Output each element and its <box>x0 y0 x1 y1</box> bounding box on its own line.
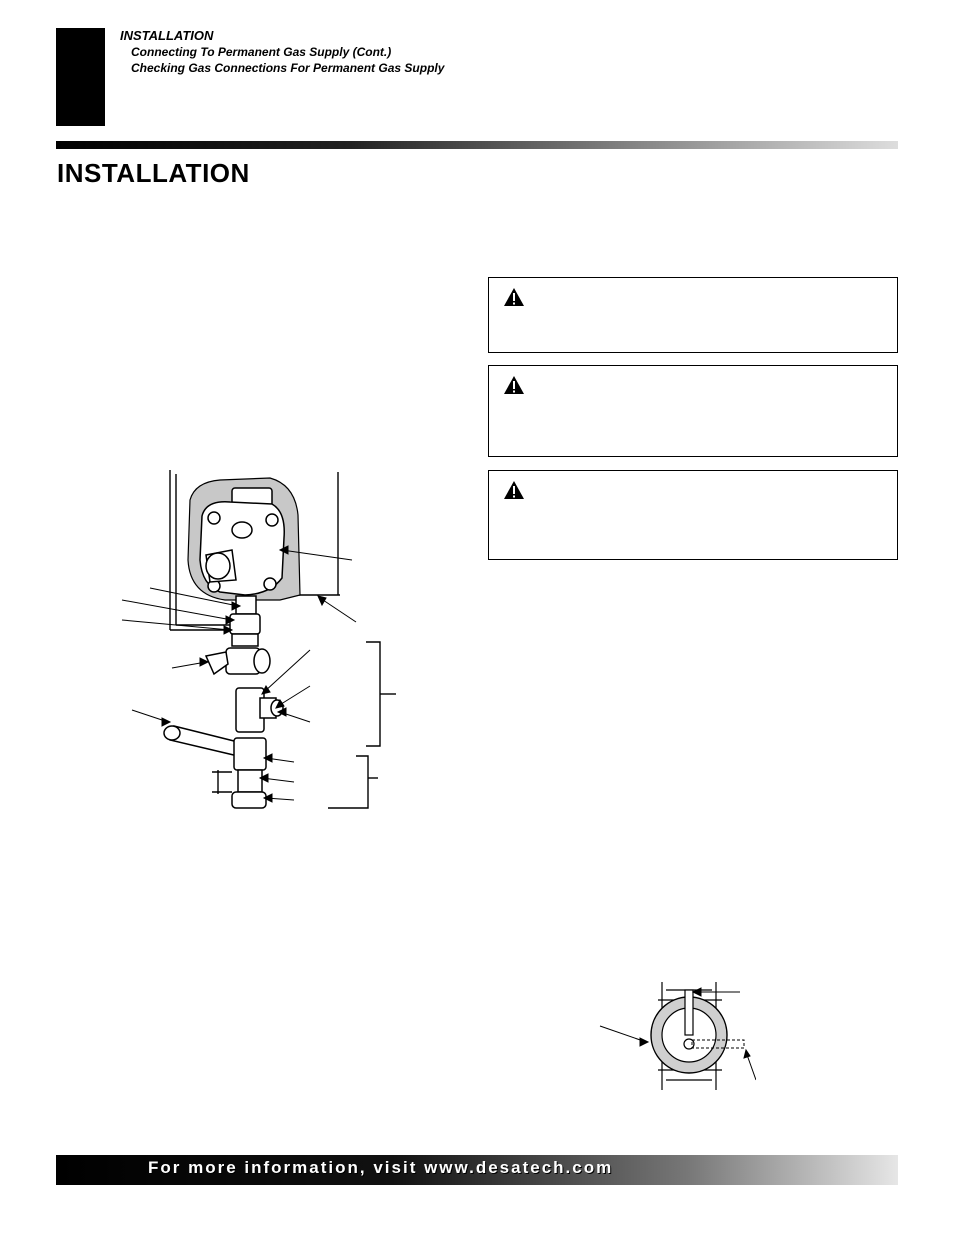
footer-website-text: For more information, visit www.desatech.com <box>148 1158 614 1177</box>
valve-handle-position-illustration <box>596 980 756 1090</box>
section-tab-marker <box>56 28 105 126</box>
header-section: INSTALLATION <box>120 28 214 43</box>
header-gradient-rule <box>56 141 898 149</box>
warning-box-2 <box>488 365 898 457</box>
warning-triangle-icon <box>503 375 525 395</box>
warning-triangle-icon <box>503 480 525 500</box>
regulator-piping-illustration <box>120 460 410 820</box>
warning-box-1 <box>488 277 898 353</box>
header-subtopic-2: Checking Gas Connections For Permanent Gas Supply <box>131 61 445 75</box>
header-subtopic-1: Connecting To Permanent Gas Supply (Cont.) <box>131 45 392 59</box>
page-title: INSTALLATION <box>57 158 250 188</box>
warning-triangle-icon <box>503 287 525 307</box>
warning-box-3 <box>488 470 898 560</box>
